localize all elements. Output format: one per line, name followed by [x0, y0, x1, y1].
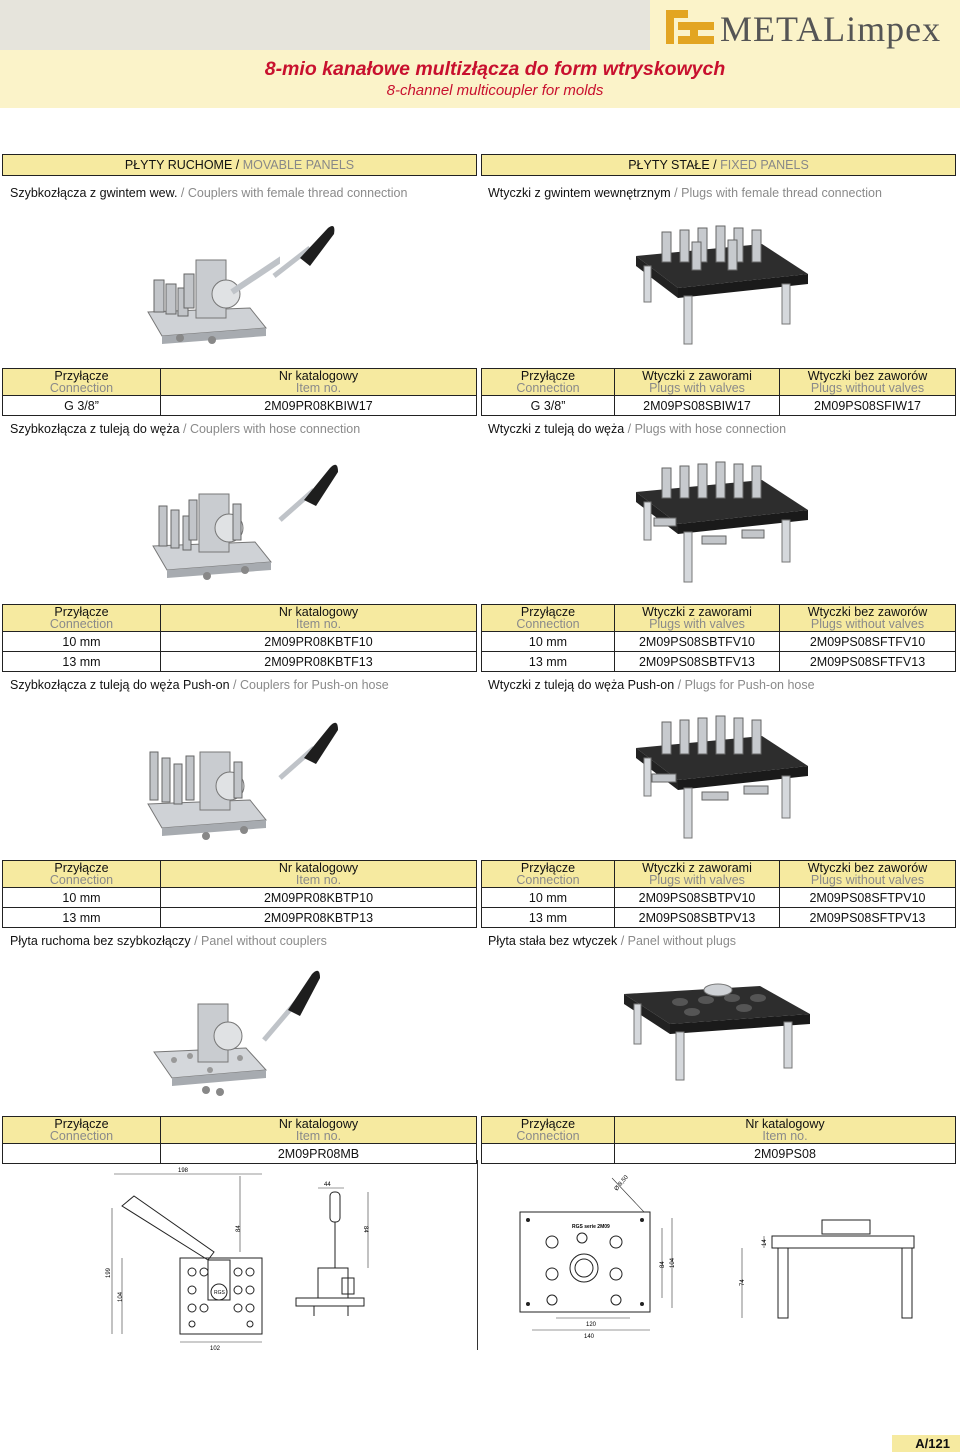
fixed-panel-side-drawing — [722, 1218, 922, 1328]
item-no-header: Nr katalogowy Item no. — [161, 861, 477, 888]
section-3-right-heading — [488, 934, 736, 948]
section-0-right-pl: Wtyczki z gwintem wewnętrznym — [488, 186, 671, 200]
section-0-right-heading — [488, 186, 882, 200]
table-row — [482, 632, 956, 652]
item-no-cell: 2M09PR08KBIW17 — [161, 396, 477, 416]
connection-cell — [3, 1144, 161, 1164]
item-no-header: Nr katalogowy Item no. — [161, 1117, 477, 1144]
item-no-cell: 2M09PR08KBTF13 — [161, 652, 477, 672]
section-2-right-en: / Plugs for Push-on hose — [674, 678, 815, 692]
logo-mark-icon — [664, 6, 716, 48]
section-3-left-pl: Płyta ruchoma bez szybkozłączy — [10, 934, 195, 948]
section-2-left-heading — [10, 678, 389, 692]
section-3-right-en: / Panel without plugs — [617, 934, 737, 948]
connection-cell: 10 mm — [482, 632, 615, 652]
plug-thread-image — [632, 222, 812, 352]
without-valves-cell: 2M09PS08SFTFV10 — [780, 632, 956, 652]
dim-199: 199 — [106, 1267, 112, 1278]
section-0-left-pl: Szybkozłącza z gwintem wew. — [10, 186, 178, 200]
without-valves-header: Wtyczki bez zaworów Plugs without valves — [780, 861, 956, 888]
connection-cell: G 3/8” — [482, 396, 615, 416]
section-2-right-pl: Wtyczki z tuleją do węża Push-on — [488, 678, 675, 692]
table-row — [3, 1144, 477, 1164]
item-no-cell: 2M09PR08KBTP10 — [161, 888, 477, 908]
with-valves-header: Wtyczki z zaworami Plugs with valves — [615, 369, 780, 396]
connection-cell: 13 mm — [3, 652, 161, 672]
section-0-right-en: / Plugs with female thread connection — [670, 186, 882, 200]
movable-panel-drawing — [98, 1166, 273, 1356]
connection-cell: 13 mm — [482, 652, 615, 672]
dim-198: 198 — [178, 1168, 189, 1174]
table-row — [482, 888, 956, 908]
connection-cell — [482, 1144, 615, 1164]
movable-panels-pl: PŁYTY RUCHOME / — [124, 158, 243, 172]
with-valves-header: Wtyczki z zaworami Plugs with valves — [615, 861, 780, 888]
table-row — [3, 396, 477, 416]
section-3-right-pl: Płyta stała bez wtyczek — [488, 934, 618, 948]
movable-panels-header — [2, 154, 477, 176]
section-1-right-en: / Plugs with hose connection — [624, 422, 787, 436]
without-valves-cell: 2M09PS08SFTPV13 — [780, 908, 956, 928]
section-2-left-pl: Szybkozłącza z tuleją do węża Push-on — [10, 678, 230, 692]
section-2-right-table — [481, 860, 956, 928]
table-row — [482, 1144, 956, 1164]
table-row — [3, 652, 477, 672]
coupler-pushon-handle-image — [278, 718, 342, 782]
section-2-left-en: / Couplers for Push-on hose — [229, 678, 389, 692]
without-valves-cell: 2M09PS08SFTFV13 — [780, 652, 956, 672]
section-0-left-en: / Couplers with female thread connection — [177, 186, 408, 200]
table-header-row — [3, 369, 477, 396]
section-0-right-table — [481, 368, 956, 416]
panel-without-couplers-handle-image — [262, 964, 326, 1044]
brand-logo — [664, 6, 954, 48]
panel-without-plugs-image — [620, 968, 815, 1086]
plug-hose-image — [632, 458, 812, 590]
movable-panel-front-drawing — [282, 1174, 392, 1350]
dim-120: 120 — [586, 1322, 597, 1328]
connection-header: Przyłącze Connection — [482, 861, 615, 888]
dim-74: 74 — [740, 1279, 746, 1286]
item-no-cell: 2M09PR08KBTF10 — [161, 632, 477, 652]
dim-140: 140 — [584, 1334, 595, 1340]
section-2-right-heading — [488, 678, 815, 692]
without-valves-header: Wtyczki bez zaworów Plugs without valves — [780, 605, 956, 632]
connection-cell: 10 mm — [482, 888, 615, 908]
connection-header: Przyłącze Connection — [482, 369, 615, 396]
fixed-panels-en: FIXED PANELS — [720, 158, 809, 172]
section-1-right-table — [481, 604, 956, 672]
section-1-right-heading — [488, 422, 786, 436]
plug-pushon-image — [632, 714, 812, 846]
coupler-hose-handle-image — [278, 460, 342, 524]
table-header-row — [3, 861, 477, 888]
with-valves-cell: 2M09PS08SBIW17 — [615, 396, 780, 416]
section-3-left-table — [2, 1116, 477, 1164]
connection-header: Przyłącze Connection — [482, 605, 615, 632]
item-no-cell: 2M09PR08MB — [161, 1144, 477, 1164]
without-valves-header: Wtyczki bez zaworów Plugs without valves — [780, 369, 956, 396]
with-valves-cell: 2M09PS08SBTPV13 — [615, 908, 780, 928]
with-valves-cell: 2M09PS08SBTFV13 — [615, 652, 780, 672]
connection-header: Przyłącze Connection — [3, 369, 161, 396]
with-valves-cell: 2M09PS08SBTFV10 — [615, 632, 780, 652]
section-1-left-heading — [10, 422, 360, 436]
page-title: 8-mio kanałowe multizłącza do form wtryskowych — [264, 58, 726, 80]
section-1-left-table — [2, 604, 477, 672]
dim-104: 104 — [118, 1291, 124, 1302]
dim-102: 102 — [210, 1346, 221, 1352]
item-no-header: Nr katalogowy Item no. — [615, 1117, 956, 1144]
section-0-left-table — [2, 368, 477, 416]
table-header-row — [482, 369, 956, 396]
table-row — [3, 908, 477, 928]
with-valves-cell: 2M09PS08SBTPV10 — [615, 888, 780, 908]
drawings-divider — [477, 1160, 478, 1350]
without-valves-cell: 2M09PS08SFTPV10 — [780, 888, 956, 908]
coupler-hose-image — [145, 460, 285, 588]
table-row — [482, 396, 956, 416]
coupler-pushon-image — [140, 722, 280, 846]
table-header-row — [482, 861, 956, 888]
brand-name: METALimpex — [720, 9, 942, 49]
connection-header: Przyłącze Connection — [3, 861, 161, 888]
dim-84-front: 84 — [362, 1226, 368, 1233]
section-3-left-heading — [10, 934, 327, 948]
connection-header: Przyłącze Connection — [3, 605, 161, 632]
movable-panels-en: MOVABLE PANELS — [242, 158, 355, 172]
table-row — [3, 632, 477, 652]
item-no-cell: 2M09PS08 — [615, 1144, 956, 1164]
item-no-header: Nr katalogowy Item no. — [161, 605, 477, 632]
coupler-thread-image — [140, 220, 280, 355]
dim-104-right: 104 — [670, 1257, 676, 1268]
page-number: A/121 — [892, 1435, 960, 1452]
section-3-right-table — [481, 1116, 956, 1164]
table-header-row — [3, 605, 477, 632]
section-2-left-table — [2, 860, 477, 928]
section-3-left-en: / Panel without couplers — [194, 934, 327, 948]
item-no-header: Nr katalogowy Item no. — [161, 369, 477, 396]
section-1-left-en: / Couplers with hose connection — [179, 422, 361, 436]
connection-cell: G 3/8” — [3, 396, 161, 416]
coupler-thread-handle-image — [270, 222, 340, 282]
fixed-panels-header — [481, 154, 956, 176]
connection-cell: 10 mm — [3, 632, 161, 652]
dim-14: 14 — [762, 1239, 768, 1246]
item-no-cell: 2M09PR08KBTP13 — [161, 908, 477, 928]
table-header-row — [482, 1117, 956, 1144]
connection-cell: 10 mm — [3, 888, 161, 908]
connection-cell: 13 mm — [3, 908, 161, 928]
table-row — [482, 908, 956, 928]
panel-without-couplers-image — [150, 990, 275, 1100]
table-header-row — [482, 605, 956, 632]
table-row — [3, 888, 477, 908]
section-1-right-pl: Wtyczki z tuleją do węża — [488, 422, 625, 436]
dim-diameter: Ø 8,50 — [613, 1174, 630, 1193]
table-row — [482, 652, 956, 672]
drawing-label-rgs-serie: RGS serie 2M09 — [572, 1224, 610, 1230]
with-valves-header: Wtyczki z zaworami Plugs with valves — [615, 605, 780, 632]
fixed-panel-drawing — [512, 1168, 682, 1348]
dim-84-left: 84 — [236, 1225, 242, 1232]
without-valves-cell: 2M09PS08SFIW17 — [780, 396, 956, 416]
connection-cell: 13 mm — [482, 908, 615, 928]
table-header-row — [3, 1117, 477, 1144]
connection-header: Przyłącze Connection — [3, 1117, 161, 1144]
section-1-left-pl: Szybkozłącza z tuleją do węża — [10, 422, 180, 436]
page-subtitle: 8-channel multicoupler for molds — [386, 82, 604, 99]
section-0-left-heading — [10, 186, 407, 200]
dim-84-right: 84 — [660, 1261, 666, 1268]
dim-44: 44 — [324, 1182, 331, 1188]
header-grey-band — [0, 0, 650, 50]
drawing-label-rgs: RGS — [214, 1290, 225, 1296]
connection-header: Przyłącze Connection — [482, 1117, 615, 1144]
fixed-panels-pl: PŁYTY STAŁE / — [628, 158, 721, 172]
